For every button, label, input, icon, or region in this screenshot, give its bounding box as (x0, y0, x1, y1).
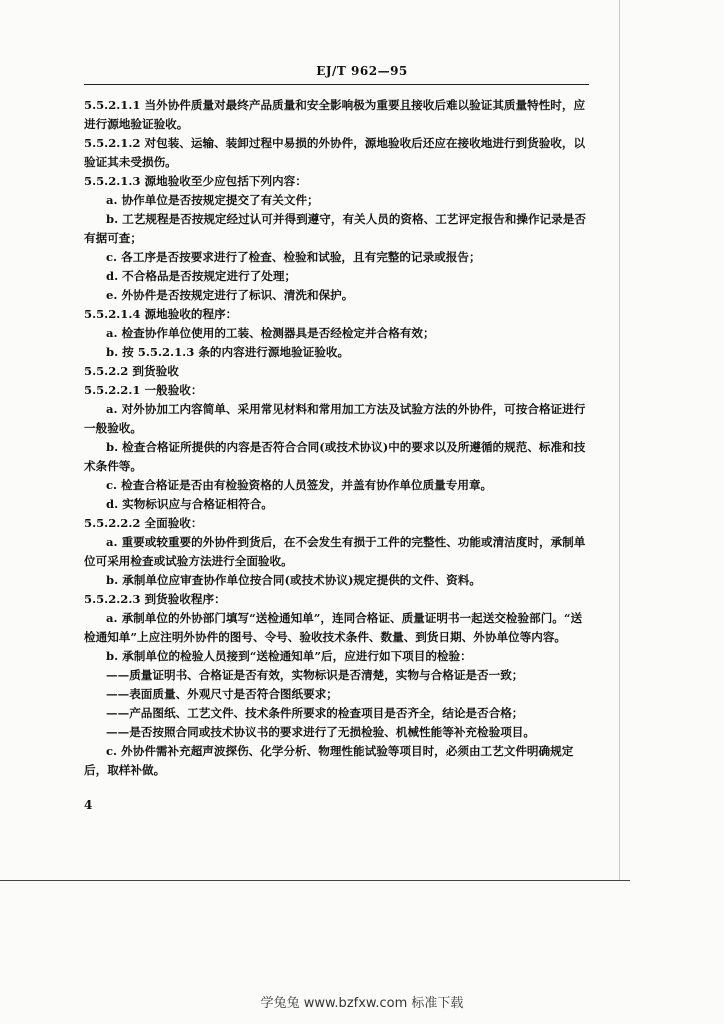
site-footer: 学兔兔 www.bzfxw.com 标准下载 (260, 996, 464, 1011)
paragraph: 5.5.2.2 到货验收 (84, 364, 179, 378)
paragraph: b. 承制单位应审查协作单位按合同(或技术协议)规定提供的文件、资料。 (106, 573, 481, 587)
paragraph: d. 不合格品是否按规定进行了处理； (106, 269, 297, 283)
scan-edge-line (619, 0, 620, 880)
paragraph: e. 外协件是否按规定进行了标识、清洗和保护。 (106, 288, 354, 302)
paragraph: a. 协作单位是否按规定提交了有关文件； (106, 193, 319, 207)
paragraph: ——是否按照合同或技术协议书的要求进行了无损检验、机械性能等补充检验项目。 (106, 725, 535, 739)
paragraph: c. 检查合格证是否由有检验资格的人员签发，并盖有协作单位质量专用章。 (106, 478, 493, 492)
paragraph: b. 按 5.5.2.1.3 条的内容进行源地验证验收。 (106, 345, 350, 359)
paragraph: 5.5.2.2.3 到货验收程序： (84, 592, 226, 606)
paragraph: 5.5.2.1.4 源地验收的程序： (84, 307, 238, 321)
page-bottom-divider (0, 880, 630, 881)
document-body (84, 96, 589, 780)
paragraph: c. 各工序是否按要求进行了检查、检验和试验，且有完整的记录或报告； (106, 250, 481, 264)
paragraph: 5.5.2.1.3 源地验收至少应包括下列内容： (84, 174, 307, 188)
paragraph: ——表面质量、外观尺寸是否符合图纸要求； (106, 687, 338, 701)
header-divider (84, 84, 589, 85)
page-number: 4 (84, 798, 93, 812)
paragraph: a. 重要或较重要的外协件到货后，在不会发生有损于工件的完整性、功能或清洁度时，承制单位可采用检查或试验方法进行全面验收。 (84, 535, 586, 568)
paragraph: 5.5.2.2.2 全面验收： (84, 516, 203, 530)
paragraph: 5.5.2.1.2 对包装、运输、装卸过程中易损的外协件，源地验收后还应在接收地进行到货验收，以验证其未受损伤。 (84, 136, 586, 169)
paragraph: a. 检查协作单位使用的工装、检测器具是否经检定并合格有效； (106, 326, 435, 340)
paragraph: b. 承制单位的检验人员接到“送检通知单”后，应进行如下项目的检验： (106, 649, 472, 663)
paragraph: ——质量证明书、合格证是否有效，实物标识是否清楚，实物与合格证是否一致； (106, 668, 524, 682)
paragraph: a. 对外协加工内容简单、采用常见材料和常用加工方法及试验方法的外协件，可按合格证进行一般验收。 (84, 402, 586, 435)
paragraph: ——产品图纸、工艺文件、技术条件所要求的检查项目是否齐全，结论是否合格； (106, 706, 524, 720)
paragraph: 5.5.2.2.1 一般验收： (84, 383, 203, 397)
paragraph: b. 检查合格证所提供的内容是否符合合同(或技术协议)中的要求以及所遵循的规范、标准和技术条件等。 (84, 440, 586, 473)
paragraph: c. 外协件需补充超声波探伤、化学分析、物理性能试验等项目时，必须由工艺文件明确规定后，取样补做。 (84, 744, 574, 777)
paragraph: b. 工艺规程是否按规定经过认可并得到遵守，有关人员的资格、工艺评定报告和操作记录是否有据可查； (84, 212, 586, 245)
paragraph: d. 实物标识应与合格证相符合。 (106, 497, 273, 511)
document-code-header: EJ/T 962—95 (316, 64, 408, 78)
paragraph: 5.5.2.1.1 当外协件质量对最终产品质量和安全影响极为重要且接收后难以验证其质量特性时，应进行源地验证验收。 (84, 98, 586, 131)
paragraph: a. 承制单位的外协部门填写“送检通知单”，连同合格证、质量证明书一起送交检验部门。“送检通知单”上应注明外协件的图号、令号、验收技术条件、数量、到货日期、外协单位等内容。 (84, 611, 583, 644)
